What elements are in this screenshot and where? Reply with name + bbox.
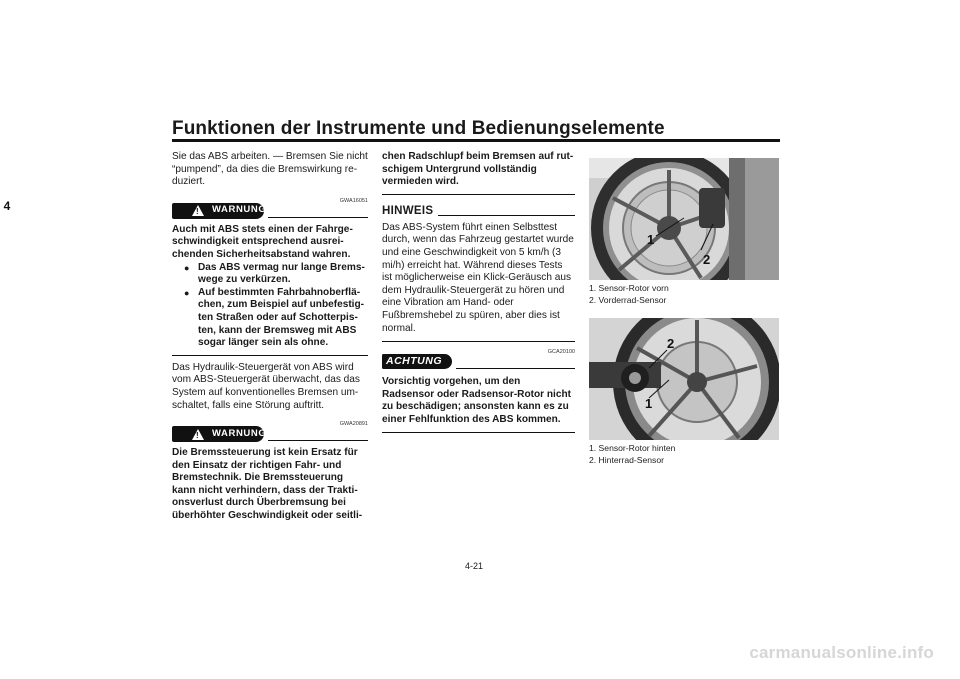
warning-2-end-rule xyxy=(382,194,575,195)
title-rule xyxy=(172,139,780,142)
hinweis-end-rule xyxy=(382,341,575,342)
front-caption-2: 2. Vorderrad-Sensor xyxy=(589,294,667,305)
warning-2-label: WARNUNG xyxy=(212,427,267,439)
warning-triangle-icon xyxy=(192,429,204,440)
rear-wheel-figure xyxy=(589,318,779,440)
watermark: carmanualsonline.info xyxy=(749,643,934,662)
warning-2-text: Die Bremssteuerung ist kein Ersatz für den Einsatz der richtigen Fahr- und Bremstechnik. Die Bremssteuerung kann nicht verhindern, dass der Traktionsverlust durch Überbremsung bei überhöhter Geschwindigkeit oder seitli- xyxy=(172,447,363,522)
front-wheel-figure xyxy=(589,158,779,280)
front-label-2: 2 xyxy=(703,252,711,267)
front-caption-1: 1. Sensor-Rotor vorn xyxy=(589,283,669,293)
warning-1-bullet-1: ● Das ABS vermag nur lange Bremswege zu verkürzen. xyxy=(172,262,368,287)
rear-caption-1: 1. Sensor-Rotor hinten xyxy=(589,443,676,453)
front-label-1: 1 xyxy=(647,232,655,247)
hinweis-text: Das ABS-System führt einen Selbsttest durch, wenn das Fahrzeug gestartet wurde und eine Geschwindigkeit von 5 km/h (3 mi/h) erreicht hat. Während dieses Tests ist möglicherweise ein Klick-Geräusch aus dem Hydraulik-Steuergerät zu hören und eine Vibration am Hand- oder Fußbremshebel zu spüren, aber dies ist normal. xyxy=(382,221,574,334)
warning-1-bullet-2: ● Auf bestimmten Fahrbahnoberflächen, zum Beispiel auf unbefestigten Straßen oder auf Schotterpisten, kann der Bremsweg mit ABS sogar länger sein als ohne. xyxy=(172,287,368,350)
warning-1-line xyxy=(268,217,368,218)
achtung-end-rule xyxy=(382,432,575,433)
hinweis-header xyxy=(382,205,575,219)
achtung-header xyxy=(382,349,575,372)
rear-label-2: 2 xyxy=(667,336,675,351)
warning-1-text: Auch mit ABS stets einen der Fahrgeschwindigkeit entsprechend ausreichenden Sicherheitsabstand wahren. xyxy=(172,223,353,260)
chapter-tab: 4 xyxy=(3,199,11,213)
achtung-code: GCA20100 xyxy=(547,349,575,356)
page-number: 4-21 xyxy=(465,561,484,571)
warning-2-code: GWA20891 xyxy=(339,421,368,428)
rear-caption-2: 2. Hinterrad-Sensor xyxy=(589,454,664,465)
hinweis-label: HINWEIS xyxy=(382,204,434,217)
column-2 xyxy=(382,151,575,433)
achtung-line xyxy=(456,368,575,369)
warning-1-end-rule xyxy=(172,355,368,356)
warning-2-badge xyxy=(172,426,267,442)
warning-1-label: WARNUNG xyxy=(212,204,267,216)
column-1 xyxy=(172,151,368,523)
warning-2-continued: chen Radschlupf beim Bremsen auf rutschigem Untergrund vollständig vermieden wird. xyxy=(382,151,574,188)
rear-caption xyxy=(589,443,675,466)
page-title: Funktionen der Instrumente und Bedienungselemente xyxy=(172,118,665,139)
warning-1-code: GWA16051 xyxy=(339,197,368,204)
warning-triangle-icon xyxy=(192,205,204,216)
warning-1-header xyxy=(172,197,368,221)
abs-monitor-text: Das Hydraulik-Steuergerät von ABS wird vom ABS-Steuergerät überwacht, das das System auf konventionelles Bremsen umschaltet, falls eine Störung auftritt. xyxy=(172,361,360,411)
front-caption xyxy=(589,283,669,306)
achtung-badge: ACHTUNG xyxy=(382,354,452,369)
warning-2-line xyxy=(268,440,368,441)
intro-text: Sie das ABS arbeiten. — Bremsen Sie nicht “pumpend”, da dies die Bremswirkung reduziert. xyxy=(172,151,368,188)
achtung-text: Vorsichtig vorgehen, um den Radsensor oder Radsensor-Rotor nicht zu beschädigen; ansonsten kann es zu einer Fehlfunktion des ABS kommen. xyxy=(382,376,572,425)
rear-label-1: 1 xyxy=(645,396,653,411)
warning-2-header xyxy=(172,421,368,444)
hinweis-line xyxy=(438,215,575,216)
warning-1-badge xyxy=(172,203,267,219)
